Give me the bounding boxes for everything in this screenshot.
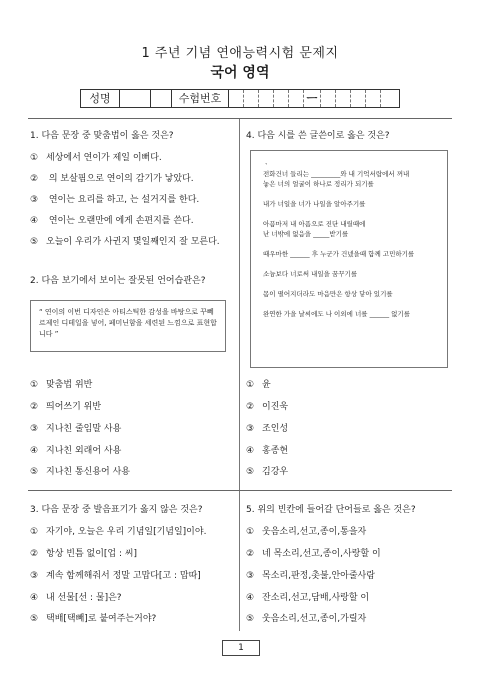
q3-option[interactable]: ⑤ 택배[택빼]로 붙여주는거야? [30, 614, 157, 624]
q3-option[interactable]: ① 자기야, 오늘은 우리 기념일[기념일]이야. [30, 527, 207, 537]
exam-subtitle: 국어 영역 [210, 65, 270, 81]
header-divider [28, 118, 452, 119]
id-bar [80, 89, 400, 108]
exam-no-cell[interactable] [366, 90, 381, 107]
name-label: 성명 [81, 90, 120, 107]
q1-option[interactable]: ④ 연이는 오랜만에 에게 손편지를 쓴다. [30, 216, 194, 226]
exam-no-cell[interactable] [274, 90, 289, 107]
q3-option[interactable]: ② 항상 빈틈 없이[업 : 씨] [30, 549, 138, 559]
exam-no-cell[interactable] [259, 90, 274, 107]
q4-option[interactable]: ① 윤 [246, 380, 271, 390]
exam-no-cell[interactable] [381, 90, 395, 107]
poem-line: 몸이 떨어지더라도 마음만은 항상 닿아 있기를 [263, 290, 393, 298]
q5-option[interactable]: ② 네 목소리,선고,종이,사랑할 이 [246, 549, 381, 559]
column-divider-bottom [239, 491, 240, 631]
q2-option[interactable]: ③ 지나친 줄임말 사용 [30, 424, 122, 434]
poem-line: 때우마한 ______ 후 누군가 건넸을때 함께 고민하기를 [263, 250, 415, 258]
poem-line: 놓은 너의 얼굴이 하나로 정리가 되기를 [263, 180, 374, 188]
q1-option[interactable]: ① 세상에서 연이가 제일 이뻐다. [30, 153, 162, 163]
q2-question: 2. 다음 보기에서 보이는 잘못된 언어습관은? [30, 276, 206, 286]
q4-question: 4. 다음 시를 쓴 글쓴이로 옳은 것은? [246, 131, 390, 141]
q3-option[interactable]: ③ 계속 함께해줘서 정말 고맙다[고 : 맙따] [30, 571, 201, 581]
q4-option[interactable]: ② 이진욱 [246, 402, 289, 412]
poem-line: 아픔마저 내 아픔으로 진단 내릴때에 [263, 220, 366, 228]
poem-line: 완연한 가을 날씨에도 나 이외에 너를 ______ 없기를 [263, 310, 410, 318]
poem-line: 소늉보다 너로써 내일을 꿈꾸기를 [263, 270, 358, 278]
q4-option[interactable]: ⑤ 김강우 [246, 467, 289, 477]
page-number: 1 [222, 640, 260, 656]
q1-option[interactable]: ⑤ 오늘이 우리가 사귄지 몇일째인지 잘 모른다. [30, 237, 220, 247]
poem-line: ㆍ [263, 160, 270, 168]
poem-line: 내가 너일을 너가 나일을 알아주기를 [263, 200, 366, 208]
q3-option[interactable]: ④ 내 선물[선 : 물]은? [30, 593, 122, 603]
column-divider-top [239, 119, 240, 490]
section-divider [28, 490, 452, 491]
q4-option[interactable]: ④ 홍종현 [246, 446, 289, 456]
q3-question: 3. 다음 문장 중 발음표기가 옳지 않은 것은? [30, 505, 203, 515]
q5-question: 5. 위의 빈칸에 들어갈 단어들로 옳은 것은? [246, 505, 416, 515]
exam-no-cell[interactable] [336, 90, 351, 107]
name-field[interactable] [120, 90, 151, 107]
exam-no-cell[interactable] [289, 90, 304, 107]
exam-no-label: 수험번호 [171, 90, 229, 107]
q2-option[interactable]: ② 띄어쓰기 위반 [30, 402, 102, 412]
poem-line: 난 너밖에 없음을 _____받기를 [263, 230, 349, 238]
q1-option[interactable]: ③ 연이는 요리를 하고, 는 설거지를 한다. [30, 195, 200, 205]
q2-option[interactable]: ① 맞춤법 위반 [30, 380, 93, 390]
q1-option[interactable]: ② 의 보살핌으로 연이의 감기가 낳았다. [30, 174, 194, 184]
exam-title: 1 주년 기념 연애능력시험 문제지 [141, 46, 339, 61]
q4-poem-box [250, 150, 448, 368]
q2-option[interactable]: ⑤ 지나친 통신용어 사용 [30, 467, 130, 477]
exam-no-dash: ㅡ [304, 90, 321, 107]
q2-example-box: “ 연이의 이번 디자인은 아티스틱한 감성을 바탕으로 꾸뻬르제인 디테일을 넣어, 페미닌함을 세련된 느낌으로 표현합니다 ” [30, 300, 226, 352]
q5-option[interactable]: ⑤ 웃음소리,선고,종이,가릴자 [246, 614, 367, 624]
q1-question: 1. 다음 문장 중 맞춤법이 옳은 것은? [30, 131, 174, 141]
q5-option[interactable]: ④ 잔소리,선고,담배,사랑할 이 [246, 593, 370, 603]
q4-option[interactable]: ③ 조인성 [246, 424, 289, 434]
q2-option[interactable]: ④ 지나친 외래어 사용 [30, 446, 122, 456]
exam-no-cell[interactable] [321, 90, 336, 107]
exam-no-cell[interactable] [351, 90, 366, 107]
exam-no-cell[interactable] [229, 90, 244, 107]
q5-option[interactable]: ③ 목소리,판정,촛불,안아줄사람 [246, 571, 375, 581]
exam-no-cell[interactable] [244, 90, 259, 107]
poem-line: 전화건너 들리는 _________와 내 기억서랍에서 꺼내 [263, 170, 410, 178]
q5-option[interactable]: ① 웃음소리,선고,종이,통을자 [246, 527, 367, 537]
